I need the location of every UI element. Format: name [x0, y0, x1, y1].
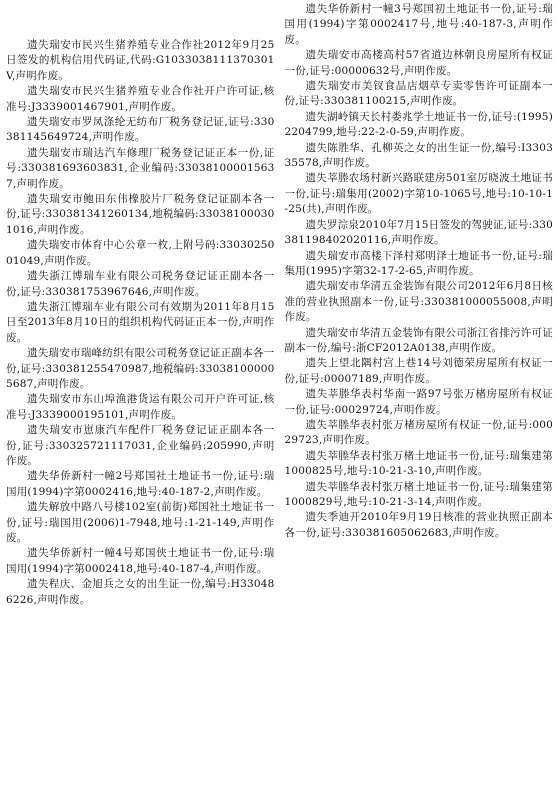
lost-notice: 遗失华侨新村一幢4号郑国侠土地证书一份,证号:瑞国用(1994)字第0002418,地号:40-187-4,声明作废。 [6, 547, 275, 575]
lost-notice: 遗失罗淙泉2010年7月15日签发的驾驶证,证号:330381198402020116,声明作废。 [284, 218, 553, 247]
lost-notice: 遗失程庆、金旭兵之女的出生证一份,编号:H330486226,声明作废。 [6, 578, 275, 606]
lost-notice: 遗失瑞安市崽康汽车配件厂税务登记证正副本各一份,证号:330325721117031,企业编码:205990,声明作废。 [6, 424, 275, 467]
lost-notice: 遗失莘塍华表村张万楮房屋所有权证一份,证号:00029723,声明作废。 [284, 418, 553, 447]
lost-notice: 遗失瑞安市华清五金装饰有限公司浙江省排污许可证副本一份,编号:浙CF2012A0138,声明作废。 [284, 326, 553, 354]
lost-notice: 遗失瑞安市东山埠渔港货运有限公司开户许可证,核准号:J3339000195101,声明作废。 [6, 393, 275, 421]
lost-notice: 遗失瑞安市民兴生猪养殖专业合作社开户许可证,核准号:J3339001467901,声明作废。 [6, 85, 275, 113]
lost-notice: 遗失瑞安市民兴生猪养殖专业合作社2012年9月25日签发的机构信用代码证,代码:G1033038111370301V,声明作废。 [6, 39, 275, 82]
right-column [285, 2, 554, 800]
lost-notice: 遗失瑞安市华清五金装饰有限公司2012年6月8日核准的营业执照副本一份,证号:330381000055008,声明作废。 [284, 280, 553, 324]
lost-notice: 遗失浙江博瑞车业有限公司有效期为2011年8月15日至2013年8月10日的组织机构代码证正本一份,声明作废。 [6, 300, 275, 344]
lost-notice: 遗失莘塍华表村张万楮土地证书一份,证号:瑞集建第1000825号,地号:10-21-3-10,声明作废。 [284, 449, 553, 478]
lost-notice: 遗失瑞安市瑞达汽车修理厂税务登记证正本一份,证号:330381693603831,企业编码:330381000015637,声明作废。 [6, 146, 275, 190]
lost-notice: 遗失瑞安市高楼下泽村郑明泽土地证书一份,证号:瑞集用(1995)字第32-17-2-65,声明作废。 [284, 249, 553, 277]
lost-notice: 遗失莘塍华表村张万楮土地证书一份,证号:瑞集建第1000829号,地号:10-21-3-14,声明作废。 [284, 480, 553, 508]
lost-notice: 遗失解放中路八号楼102室(前街)郑国社土地证书一份,证号:瑞国用(2006)1-7948,地号:1-21-149,声明作废。 [6, 501, 275, 544]
lost-notice: 遗失华侨新村一幢3号郑国初土地证书一份,证号:瑞国用(1994)字第0002417号,地号:40-187-3,声明作废。 [284, 3, 553, 46]
lost-notice: 遗失瑞安市高楼高村57省道边林朝良房屋所有权证一份,证号:00000632号,声明作废。 [284, 49, 553, 77]
lost-notice: 遗失季迪开2010年9月19日核准的营业执照正副本各一份,证号:330381605062683,声明作废。 [284, 511, 553, 539]
lost-notice: 遗失上望北隅村宫上巷14号刘德荣房屋所有权证一份,证号:00007189,声明作废。 [284, 357, 553, 385]
lost-notice: 遗失陈胜华、孔柳英之女的出生证一份,编号:I330335578,声明作废。 [284, 141, 553, 170]
lost-notice: 遗失瑞安市罗凤涤纶无纺布厂税务登记证,证号:330381145649724,声明作废。 [6, 116, 275, 144]
lost-notice: 遗失瑞安市体育中心公章一枚,上附号码:3303025001049,声明作废。 [6, 239, 275, 267]
lost-notice: 遗失莘塍农场村新兴路联建房501室厉晓波土地证书一份,证号:瑞集用(2002)字第10-1065号,地号:10-10-1-25(共),声明作废。 [284, 172, 553, 216]
lost-notice: 遗失莘塍华表村华南一路97号张万楮房屋所有权证一份,证号:00029724,声明作废。 [284, 388, 553, 416]
lost-notice: 遗失瑞安市瑞峰纺织有限公司税务登记证正副本各一份,证号:330381255470987,地税编码:330381000005687,声明作废。 [6, 347, 275, 390]
lost-notice: 遗失浙江博瑞车业有限公司税务登记证正副本各一份,证号:330381753967646,声明作废。 [6, 270, 275, 298]
lost-notice: 遗失华侨新村一幢2号郑国社土地证书一份,证号:瑞国用(1994)字第0002416,地号:40-187-2,声明作废。 [6, 470, 275, 498]
lost-notice: 遗失瑞安市美钗食品店烟草专卖零售许可证副本一份,证号:330381100215,声明作废。 [284, 80, 553, 108]
left-column [6, 2, 275, 800]
lost-notice: 遗失瑞安市鲍田东伟橡胶片厂税务登记证副本各一份,证号:330381341260134,地税编码:330381000301016,声明作废。 [6, 193, 275, 236]
lost-notice: 遗失湖岭镇天长村娄兆学土地证书一份,证号:(1995)2204799,地号:22-2-0-59,声明作废。 [284, 110, 553, 139]
